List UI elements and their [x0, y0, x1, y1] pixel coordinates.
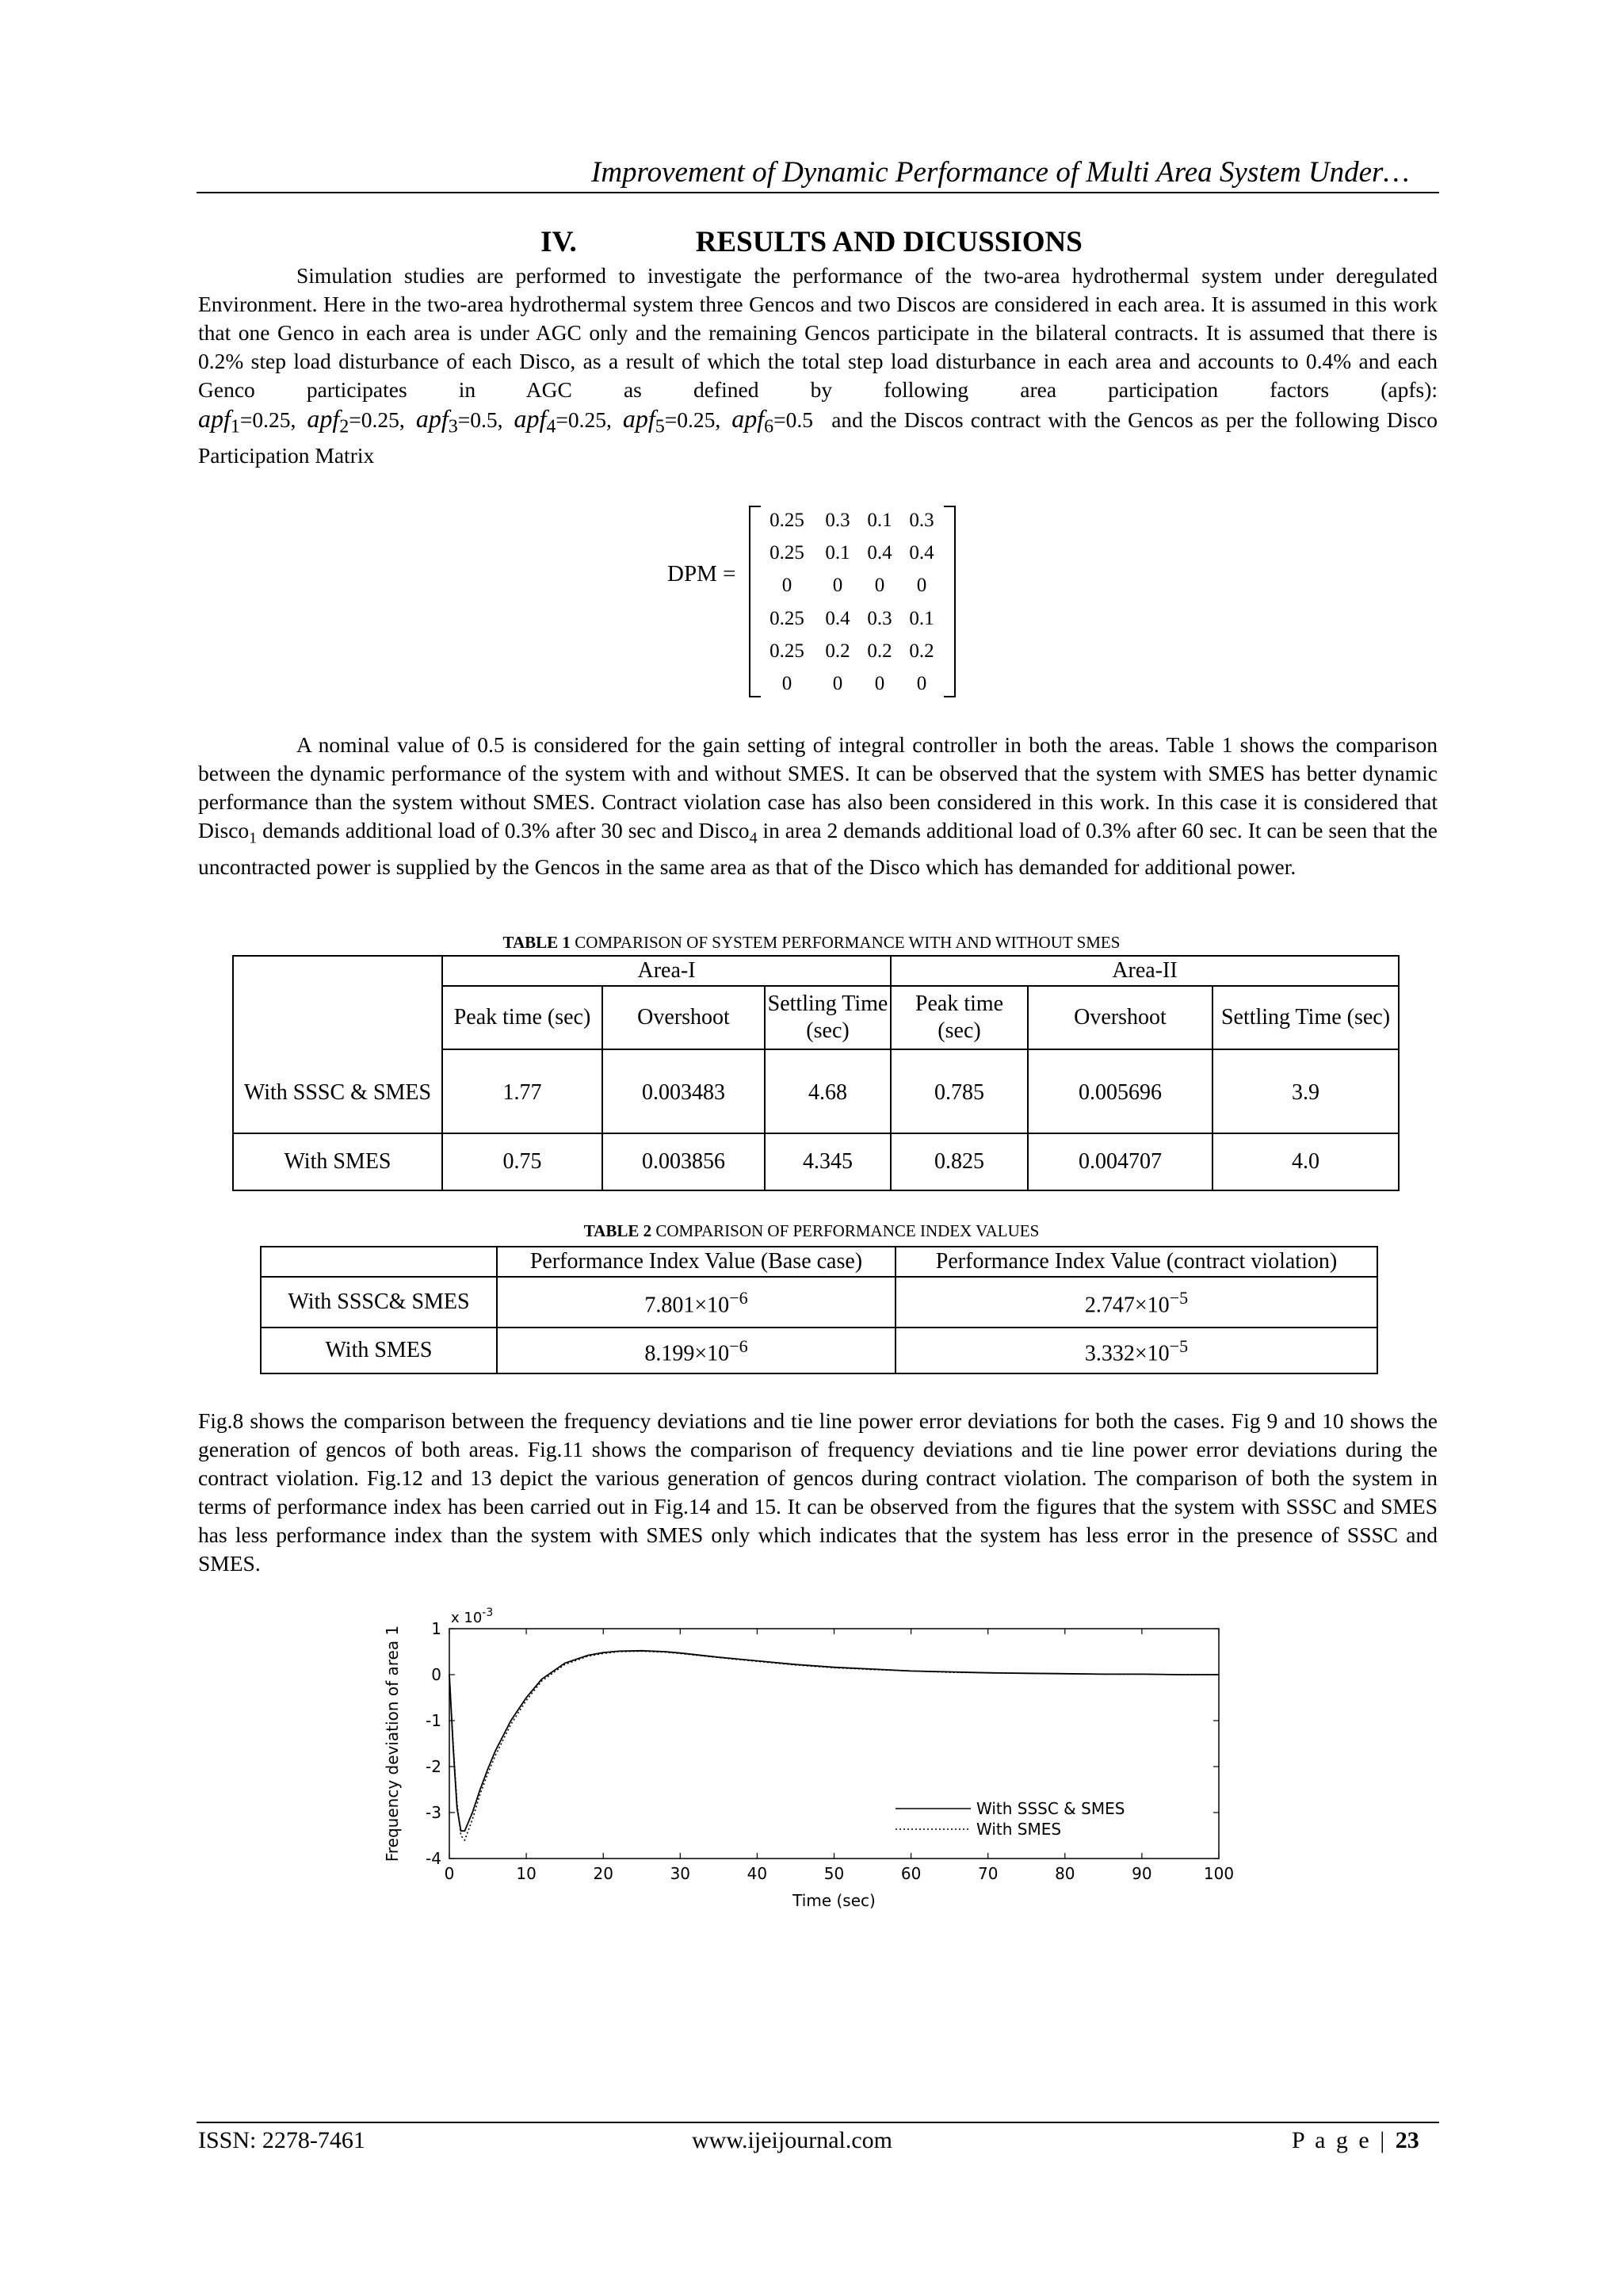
apf-index: 1 [230, 416, 240, 437]
x-tick-label: 40 [747, 1864, 768, 1883]
matrix-cell: 0 [874, 673, 885, 695]
row-label: With SMES [233, 1133, 442, 1190]
paragraph-2-c: in area 2 demands additional load of 0.3% after 60 sec. It can be seen that the uncontracted power is supplied by the Gencos in the same area as that of the Disco which has demanded for additional power. [198, 818, 1438, 879]
pi-mantissa: 7.801 [644, 1293, 695, 1318]
pi-times: ×10 [694, 1293, 730, 1318]
pi-mantissa: 3.332 [1084, 1341, 1135, 1366]
x-tick-label: 10 [516, 1864, 537, 1883]
table-cell: 0.005696 [1028, 1052, 1212, 1133]
matrix-cell: 0 [781, 673, 792, 695]
col-settling-2: Settling Time (sec) [1212, 986, 1399, 1049]
table-cell: 0.785 [891, 1052, 1028, 1133]
x-tick-label: 0 [444, 1864, 455, 1883]
apf-index: 5 [655, 416, 665, 437]
table-2-caption-text: COMPARISON OF PERFORMANCE INDEX VALUES [655, 1221, 1040, 1240]
matrix-cell: 0.25 [769, 509, 804, 531]
paragraph-1-tail: and the Discos contract with the Gencos as per the following Disco Participation Matrix [198, 407, 1438, 468]
matrix-cell: 0.2 [825, 640, 850, 662]
page-number: 23 [1395, 2127, 1419, 2153]
apf-symbol: apf [731, 404, 765, 433]
table-1 [232, 955, 1400, 1191]
table-1-caption [0, 933, 1623, 953]
apf-item [514, 404, 612, 437]
footer-rule [197, 2122, 1439, 2123]
x-tick-label: 30 [670, 1864, 691, 1883]
footer-issn: ISSN: 2278-7461 [198, 2127, 365, 2153]
table-2-corner [261, 1247, 497, 1277]
x-tick-label: 80 [1055, 1864, 1075, 1883]
y-tick-label: -3 [426, 1803, 441, 1822]
apf-index: 2 [339, 416, 349, 437]
matrix-cell: 0.25 [769, 640, 804, 662]
apf-symbol: apf [514, 404, 547, 433]
col-peak-time-2: Peak time (sec) [891, 986, 1028, 1049]
matrix-row [758, 602, 943, 635]
col-overshoot-2: Overshoot [1028, 986, 1212, 1049]
apf-value: =0.25, [349, 407, 405, 432]
row-label: With SSSC & SMES [233, 1052, 442, 1133]
apf-item [307, 404, 405, 437]
table-cell: 0.003856 [602, 1133, 765, 1190]
page-label: P a g e | [1292, 2127, 1388, 2153]
disco-subscript-1: 1 [249, 829, 258, 847]
dpm-matrix [758, 504, 943, 701]
y-axis-label: Frequency deviation of area 1 [383, 1625, 402, 1862]
dpm-label: DPM = [667, 561, 736, 586]
table-cell [896, 1328, 1377, 1373]
apf-index: 3 [448, 416, 458, 437]
matrix-cell: 0.25 [769, 607, 804, 629]
y-tick-label: 0 [431, 1665, 441, 1684]
table-cell: 0.825 [891, 1133, 1028, 1190]
pi-mantissa: 8.199 [644, 1341, 695, 1366]
table-cell: 0.004707 [1028, 1133, 1212, 1190]
section-title [0, 225, 1623, 259]
table-row [261, 1328, 1377, 1373]
matrix-cell: 0.2 [909, 640, 934, 662]
matrix-cell: 0.1 [825, 541, 850, 563]
legend-label: With SSSC & SMES [976, 1799, 1125, 1818]
table-row [233, 1052, 1399, 1133]
table-cell [896, 1277, 1377, 1328]
y-tick-label: -4 [426, 1849, 441, 1868]
section-number: IV. [540, 226, 577, 258]
matrix-cell: 0 [832, 575, 843, 597]
apf-index: 4 [546, 416, 556, 437]
apf-value: =0.25, [239, 407, 296, 432]
apf-index: 6 [764, 416, 774, 437]
x-tick-label: 70 [977, 1864, 999, 1883]
area-1-header: Area-I [442, 956, 891, 986]
x-tick-label: 90 [1132, 1864, 1152, 1883]
section-heading: RESULTS AND DICUSSIONS [695, 226, 1083, 258]
y-tick-label: 1 [431, 1619, 441, 1638]
x-tick-label: 60 [900, 1864, 922, 1883]
table-1-caption-text: COMPARISON OF SYSTEM PERFORMANCE WITH AND WITHOUT SMES [575, 933, 1121, 952]
area-2-header: Area-II [891, 956, 1399, 986]
matrix-cell: 0.4 [867, 541, 892, 563]
table-cell [497, 1277, 896, 1328]
running-header: Improvement of Dynamic Performance of Multi Area System Under… [591, 156, 1410, 189]
pi-exponent: −5 [1169, 1288, 1189, 1308]
table-cell [497, 1328, 896, 1373]
table-2-caption [0, 1221, 1623, 1241]
apf-symbol: apf [415, 404, 449, 433]
apf-item [731, 404, 814, 437]
col-settling-1: Settling Time (sec) [765, 986, 891, 1049]
apf-symbol: apf [307, 404, 340, 433]
table-cell: 1.77 [442, 1052, 602, 1133]
matrix-cell: 0.2 [867, 640, 892, 662]
row-label: With SSSC& SMES [261, 1277, 497, 1328]
x-tick-label: 20 [593, 1864, 613, 1883]
frequency-deviation-chart [380, 1601, 1252, 1918]
matrix-right-bracket [944, 506, 956, 697]
matrix-cell: 0 [916, 673, 927, 695]
paragraph-figures: Fig.8 shows the comparison between the frequency deviations and tie line power error deviations for both the cases. Fig 9 and 10 shows the generation of gencos of both areas. Fig.11 shows the comparison of frequency deviations and tie line power error deviations during the contract violation. Fig.12 and 13 depict the various generation of gencos during contract violation. The comparison of both the system in terms of performance index has been carried out in Fig.14 and 15. It can be observed from the figures that the system with SSSC and SMES has less performance index than the system with SMES only which indicates that the system has less error in the presence of SSSC and SMES. [198, 1408, 1438, 1576]
row-label: With SMES [261, 1328, 497, 1373]
matrix-cell: 0 [874, 575, 885, 597]
apf-symbol: apf [198, 404, 231, 433]
matrix-cell: 0.4 [825, 607, 850, 629]
paragraph-2-a: A nominal value of 0.5 is considered for the gain setting of integral controller in both the areas. Table 1 shows the comparison between the dynamic performance of the system with and without SMES. It can be observed that the system with SMES has better dynamic performance than the system without SMES. Contract violation case has also been considered in this work. In this case it is considered that Disco [198, 732, 1438, 842]
table-row [261, 1277, 1377, 1328]
pi-exponent: −6 [729, 1336, 748, 1357]
table-cell: 0.75 [442, 1133, 602, 1190]
apf-item [622, 404, 721, 437]
matrix-cell: 0.1 [909, 607, 934, 629]
matrix-row [758, 537, 943, 569]
apf-list [198, 404, 824, 437]
table-1-corner [233, 956, 442, 1052]
header-rule [197, 192, 1439, 193]
pi-mantissa: 2.747 [1084, 1293, 1135, 1318]
paragraph-simulation [198, 262, 1438, 470]
table-1-label: TABLE 1 [502, 933, 571, 952]
footer-page [1292, 2127, 1419, 2154]
apf-value: =0.25, [556, 407, 612, 432]
apf-item [415, 404, 503, 437]
matrix-row [758, 570, 943, 602]
y-tick-label: -2 [426, 1757, 441, 1776]
matrix-row [758, 504, 943, 537]
apf-symbol: apf [622, 404, 655, 433]
x-tick-label: 50 [823, 1864, 845, 1883]
pi-times: ×10 [1134, 1341, 1170, 1366]
table-2-label: TABLE 2 [583, 1221, 652, 1240]
col-pi-violation: Performance Index Value (contract violation) [896, 1247, 1377, 1277]
table-cell: 3.9 [1212, 1052, 1399, 1133]
pi-exponent: −5 [1169, 1336, 1189, 1357]
pi-exponent: −6 [729, 1288, 748, 1308]
pi-times: ×10 [1134, 1293, 1170, 1318]
matrix-cell: 0.25 [769, 541, 804, 563]
paragraph-1-text: Simulation studies are performed to investigate the performance of the two-area hydrothermal system under deregulated Environment. Here in the two-area hydrothermal system three Gencos and two Discos are considered in each area. It is assumed in this work that one Genco in each area is under AGC only and the remaining Gencos participate in the bilateral contracts. It is assumed that there is 0.2% step load disturbance of each Disco, as a result of which the total step load disturbance in each area and accounts to 0.4% and each Genco participates in AGC as defined by following area participation factors (apfs): [198, 263, 1438, 402]
paragraph-2-b: demands additional load of 0.3% after 30 sec and Disco [257, 818, 750, 842]
legend-label: With SMES [976, 1820, 1062, 1839]
matrix-row [758, 635, 943, 667]
matrix-row [758, 667, 943, 700]
paragraph-nominal [198, 731, 1438, 881]
col-pi-base: Performance Index Value (Base case) [497, 1247, 896, 1277]
x-tick-label: 100 [1203, 1864, 1235, 1883]
disco-subscript-4: 4 [749, 829, 758, 847]
table-row [233, 1133, 1399, 1190]
apf-value: =0.25, [664, 407, 721, 432]
matrix-cell: 0.1 [867, 509, 892, 531]
y-scale-label: x $10^{-3}$ [451, 1606, 494, 1626]
matrix-cell: 0 [781, 575, 792, 597]
table-cell: 4.68 [765, 1052, 891, 1133]
apf-item [198, 404, 296, 437]
y-scale-exponent: -3 [482, 1606, 494, 1619]
matrix-cell: 0 [832, 673, 843, 695]
x-axis-label: Time (sec) [792, 1891, 876, 1910]
table-cell: 4.0 [1212, 1133, 1399, 1190]
pi-times: ×10 [694, 1341, 730, 1366]
apf-value: =0.5 [773, 407, 814, 432]
matrix-cell: 0.3 [909, 509, 934, 531]
y-tick-label: -1 [426, 1711, 441, 1730]
footer-url: www.ijeijournal.com [692, 2127, 892, 2153]
col-overshoot-1: Overshoot [602, 986, 765, 1049]
matrix-cell: 0 [916, 575, 927, 597]
col-peak-time-1: Peak time (sec) [442, 986, 602, 1049]
table-cell: 0.003483 [602, 1052, 765, 1133]
table-cell: 4.345 [765, 1133, 891, 1190]
apf-value: =0.5, [457, 407, 503, 432]
matrix-cell: 0.4 [909, 541, 934, 563]
table-2 [260, 1246, 1378, 1374]
matrix-cell: 0.3 [867, 607, 892, 629]
matrix-cell: 0.3 [825, 509, 850, 531]
